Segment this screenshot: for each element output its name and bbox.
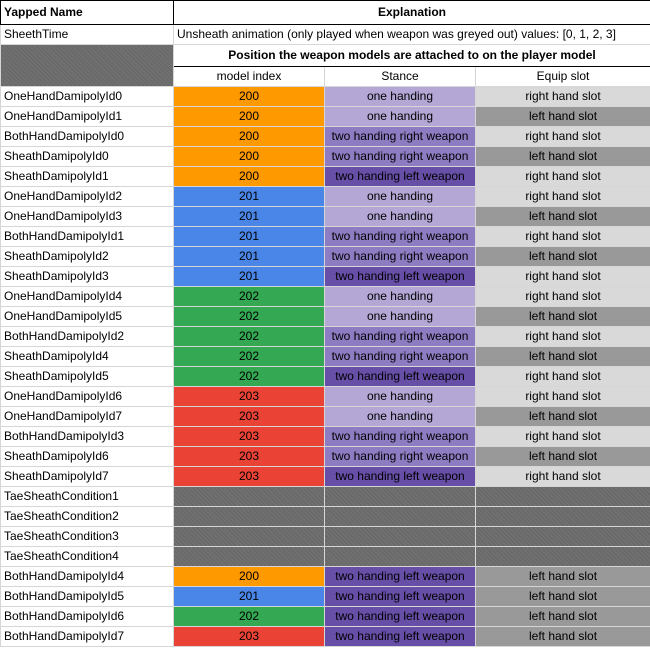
table-row	[1, 347, 650, 367]
table-row	[1, 407, 650, 427]
param-name-cell[interactable]: OneHandDamipolyId5	[1, 307, 174, 327]
param-name-cell[interactable]: BothHandDamipolyId2	[1, 327, 174, 347]
table-row	[1, 127, 650, 147]
table-row	[1, 307, 650, 327]
stance-cell[interactable]: one handing	[325, 87, 476, 107]
model-index-cell[interactable]: 202	[174, 607, 325, 627]
param-name-cell[interactable]: SheathDamipolyId6	[1, 447, 174, 467]
model-index-cell[interactable]: 201	[174, 247, 325, 267]
param-name-cell[interactable]: SheathDamipolyId2	[1, 247, 174, 267]
equip-slot-cell[interactable]: right hand slot	[476, 287, 650, 307]
stance-cell[interactable]: one handing	[325, 407, 476, 427]
equip-slot-cell[interactable]: left hand slot	[476, 587, 650, 607]
param-name-cell[interactable]: OneHandDamipolyId6	[1, 387, 174, 407]
stance-cell[interactable]	[325, 507, 476, 527]
stance-cell[interactable]: two handing left weapon	[325, 607, 476, 627]
param-name-cell[interactable]: OneHandDamipolyId7	[1, 407, 174, 427]
param-name-cell[interactable]: SheathDamipolyId3	[1, 267, 174, 287]
equip-slot-cell[interactable]: left hand slot	[476, 607, 650, 627]
stance-cell[interactable]: two handing right weapon	[325, 147, 476, 167]
param-name-cell[interactable]: BothHandDamipolyId6	[1, 607, 174, 627]
model-index-cell[interactable]: 200	[174, 567, 325, 587]
equip-slot-cell[interactable]: right hand slot	[476, 327, 650, 347]
param-name-cell[interactable]: SheathDamipolyId4	[1, 347, 174, 367]
model-index-cell[interactable]	[174, 487, 325, 507]
table-row	[1, 487, 650, 507]
equip-slot-cell[interactable]	[476, 507, 650, 527]
equip-slot-cell[interactable]: right hand slot	[476, 127, 650, 147]
stance-cell[interactable]: two handing right weapon	[325, 227, 476, 247]
stance-cell[interactable]: one handing	[325, 207, 476, 227]
stance-cell[interactable]: two handing right weapon	[325, 347, 476, 367]
table-row	[1, 447, 650, 467]
equip-slot-cell[interactable]: right hand slot	[476, 187, 650, 207]
equip-slot-cell[interactable]: right hand slot	[476, 87, 650, 107]
explanation-header[interactable]: Explanation	[174, 1, 650, 25]
stance-cell[interactable]: two handing right weapon	[325, 127, 476, 147]
table-row	[1, 167, 650, 187]
model-index-cell[interactable]: 203	[174, 447, 325, 467]
model-index-cell[interactable]: 203	[174, 427, 325, 447]
stance-cell[interactable]: two handing left weapon	[325, 467, 476, 487]
equip-slot-cell[interactable]: right hand slot	[476, 467, 650, 487]
table-row	[1, 327, 650, 347]
stance-cell[interactable]	[325, 487, 476, 507]
param-name-cell[interactable]: OneHandDamipolyId3	[1, 207, 174, 227]
param-name-cell[interactable]: BothHandDamipolyId0	[1, 127, 174, 147]
equip-slot-cell[interactable]: left hand slot	[476, 627, 650, 647]
section-title-row	[1, 45, 650, 67]
sheeth-time-row	[1, 25, 650, 45]
stance-cell[interactable]: two handing left weapon	[325, 627, 476, 647]
model-index-cell[interactable]: 201	[174, 267, 325, 287]
model-index-cell[interactable]: 200	[174, 147, 325, 167]
equip-slot-cell[interactable]: left hand slot	[476, 107, 650, 127]
section-title[interactable]: Position the weapon models are attached to on the player model	[174, 45, 650, 67]
equip-slot-cell[interactable]: right hand slot	[476, 267, 650, 287]
model-index-cell[interactable]: 201	[174, 587, 325, 607]
equip-slot-cell[interactable]: right hand slot	[476, 367, 650, 387]
model-index-cell[interactable]	[174, 547, 325, 567]
model-index-cell[interactable]: 200	[174, 87, 325, 107]
equip-slot-cell[interactable]: left hand slot	[476, 447, 650, 467]
table-row	[1, 107, 650, 127]
sheeth-time-name[interactable]: SheethTime	[1, 25, 174, 45]
model-index-cell[interactable]: 203	[174, 467, 325, 487]
equip-slot-cell[interactable]: left hand slot	[476, 567, 650, 587]
table-row	[1, 247, 650, 267]
model-index-cell[interactable]: 202	[174, 287, 325, 307]
model-index-cell[interactable]: 200	[174, 167, 325, 187]
sheeth-time-explanation[interactable]: Unsheath animation (only played when weapon was greyed out) values: [0, 1, 2, 3]	[174, 25, 650, 45]
param-name-cell[interactable]: SheathDamipolyId0	[1, 147, 174, 167]
stance-cell[interactable]	[325, 527, 476, 547]
table-row	[1, 207, 650, 227]
model-index-cell[interactable]: 201	[174, 227, 325, 247]
model-index-cell[interactable]: 202	[174, 347, 325, 367]
model-index-cell[interactable]: 202	[174, 367, 325, 387]
equip-slot-cell[interactable]: right hand slot	[476, 167, 650, 187]
param-name-cell[interactable]: BothHandDamipolyId4	[1, 567, 174, 587]
stance-cell[interactable]: two handing left weapon	[325, 567, 476, 587]
stance-cell[interactable]: one handing	[325, 307, 476, 327]
param-name-cell[interactable]: OneHandDamipolyId4	[1, 287, 174, 307]
model-index-cell[interactable]: 201	[174, 207, 325, 227]
param-name-cell[interactable]: SheathDamipolyId7	[1, 467, 174, 487]
equip-slot-cell[interactable]: right hand slot	[476, 387, 650, 407]
stance-cell[interactable]: one handing	[325, 387, 476, 407]
table-row	[1, 627, 650, 647]
model-index-cell[interactable]: 200	[174, 107, 325, 127]
table-row	[1, 147, 650, 167]
equip-slot-header[interactable]: Equip slot	[476, 67, 650, 87]
equip-slot-cell[interactable]	[476, 547, 650, 567]
stance-cell[interactable]: two handing right weapon	[325, 427, 476, 447]
model-index-cell[interactable]	[174, 507, 325, 527]
table-row	[1, 587, 650, 607]
param-name-cell[interactable]: SheathDamipolyId1	[1, 167, 174, 187]
param-name-cell[interactable]: OneHandDamipolyId0	[1, 87, 174, 107]
stance-cell[interactable]: one handing	[325, 187, 476, 207]
stance-cell[interactable]: two handing left weapon	[325, 587, 476, 607]
equip-slot-cell[interactable]	[476, 487, 650, 507]
table-row	[1, 267, 650, 287]
equip-slot-cell[interactable]	[476, 527, 650, 547]
table-row	[1, 227, 650, 247]
table-row	[1, 467, 650, 487]
table-row	[1, 607, 650, 627]
model-index-header[interactable]: model index	[174, 67, 325, 87]
stance-cell[interactable]: one handing	[325, 287, 476, 307]
model-index-cell[interactable]: 202	[174, 327, 325, 347]
model-index-cell[interactable]: 202	[174, 307, 325, 327]
stance-cell[interactable]	[325, 547, 476, 567]
stance-cell[interactable]: one handing	[325, 107, 476, 127]
stance-cell[interactable]: two handing right weapon	[325, 447, 476, 467]
table-row	[1, 187, 650, 207]
model-index-cell[interactable]: 203	[174, 407, 325, 427]
stance-cell[interactable]: two handing left weapon	[325, 367, 476, 387]
model-index-cell[interactable]: 203	[174, 387, 325, 407]
model-index-cell[interactable]	[174, 527, 325, 547]
param-name-cell[interactable]: TaeSheathCondition1	[1, 487, 174, 507]
equip-slot-cell[interactable]: right hand slot	[476, 427, 650, 447]
equip-slot-cell[interactable]: right hand slot	[476, 227, 650, 247]
equip-slot-cell[interactable]: left hand slot	[476, 307, 650, 327]
table-row	[1, 387, 650, 407]
empty-cell[interactable]	[1, 45, 174, 87]
param-name-cell[interactable]: OneHandDamipolyId2	[1, 187, 174, 207]
stance-cell[interactable]: two handing right weapon	[325, 327, 476, 347]
param-name-cell[interactable]: TaeSheathCondition3	[1, 527, 174, 547]
param-name-cell[interactable]: TaeSheathCondition4	[1, 547, 174, 567]
table-row	[1, 567, 650, 587]
table-row	[1, 87, 650, 107]
param-name-cell[interactable]: BothHandDamipolyId7	[1, 627, 174, 647]
equip-slot-cell[interactable]: left hand slot	[476, 147, 650, 167]
model-index-cell[interactable]: 200	[174, 127, 325, 147]
stance-cell[interactable]: two handing right weapon	[325, 247, 476, 267]
equip-slot-cell[interactable]: left hand slot	[476, 207, 650, 227]
equip-slot-cell[interactable]: left hand slot	[476, 347, 650, 367]
table-row	[1, 367, 650, 387]
model-index-cell[interactable]: 203	[174, 627, 325, 647]
param-name-cell[interactable]: OneHandDamipolyId1	[1, 107, 174, 127]
stance-header[interactable]: Stance	[325, 67, 476, 87]
param-name-cell[interactable]: SheathDamipolyId5	[1, 367, 174, 387]
equip-slot-cell[interactable]: left hand slot	[476, 247, 650, 267]
table-row	[1, 287, 650, 307]
table-row	[1, 507, 650, 527]
param-name-cell[interactable]: BothHandDamipolyId5	[1, 587, 174, 607]
equip-slot-cell[interactable]: left hand slot	[476, 407, 650, 427]
param-name-cell[interactable]: TaeSheathCondition2	[1, 507, 174, 527]
param-name-cell[interactable]: BothHandDamipolyId1	[1, 227, 174, 247]
stance-cell[interactable]: two handing left weapon	[325, 167, 476, 187]
param-name-cell[interactable]: BothHandDamipolyId3	[1, 427, 174, 447]
table-row	[1, 527, 650, 547]
stance-cell[interactable]: two handing left weapon	[325, 267, 476, 287]
table-row	[1, 547, 650, 567]
model-index-cell[interactable]: 201	[174, 187, 325, 207]
yapped-name-header[interactable]: Yapped Name	[1, 1, 174, 25]
table-row	[1, 427, 650, 447]
header-row	[1, 1, 650, 25]
